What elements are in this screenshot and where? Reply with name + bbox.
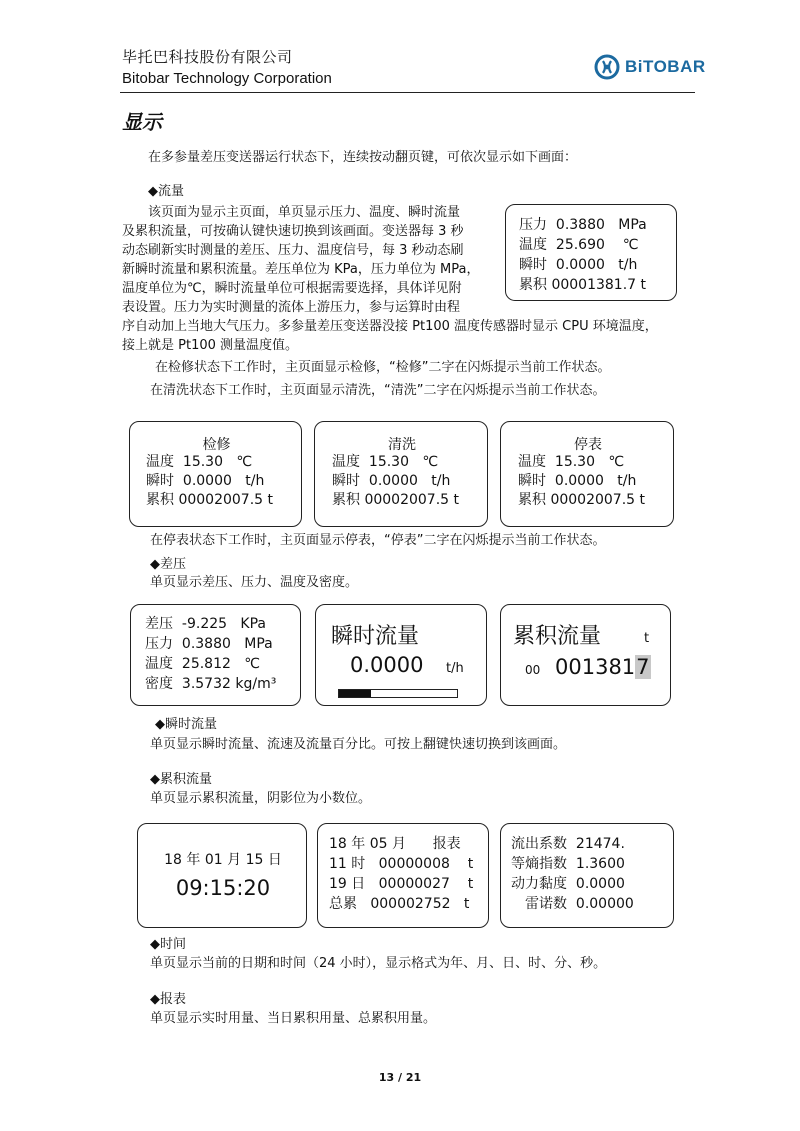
lcd-row: 瞬时 0.0000 t/h <box>518 473 637 489</box>
header-divider <box>120 92 695 93</box>
lcd-instant-flow-screen <box>315 604 487 706</box>
section-title: 显示 <box>122 110 162 134</box>
page-number: 13 / 21 <box>378 1071 422 1084</box>
cum-value: 0013817 <box>555 655 650 679</box>
lcd-row: 温度 15.30 ℃ <box>146 454 253 470</box>
report-heading: ◆报表 <box>150 992 186 1007</box>
inst-value: 0.0000 <box>350 653 424 677</box>
cumulative-desc: 单页显示累积流量，阴影位为小数位。 <box>150 791 372 806</box>
flow-line-5: 表设置。压力为实时测量的流体上游压力，参与运算时由程 <box>122 300 461 315</box>
lcd-main-screen <box>505 204 677 301</box>
lcd-row: 瞬时 0.0000 t/h <box>332 473 451 489</box>
lcd-row: 累积 00002007.5 t <box>146 492 274 508</box>
report-header: 18 年 05 月 报表 <box>329 836 461 852</box>
cum-title: 累积流量 <box>513 624 602 649</box>
logo-icon <box>594 54 620 80</box>
lcd-params-screen <box>500 823 674 928</box>
lcd-row: 温度 15.30 ℃ <box>518 454 625 470</box>
status-label: 检修 <box>202 437 231 453</box>
lcd-row: 流出系数 21474. <box>511 836 625 852</box>
flow-line-3: 新瞬时流量和累积流量。差压单位为 KPa，压力单位为 MPa， <box>122 262 480 277</box>
lcd-row: 差压 -9.225 KPa <box>145 616 266 632</box>
company-name-cn: 毕托巴科技股份有限公司 <box>122 48 293 66</box>
lcd-row: 累积 00001381.7 t <box>519 277 647 293</box>
lcd-cumulative-flow-screen <box>500 604 671 706</box>
status-label: 停表 <box>574 437 602 453</box>
company-name-en: Bitobar Technology Corporation <box>122 70 332 87</box>
lcd-row: 累积 00002007.5 t <box>332 492 460 508</box>
lcd-time-screen <box>137 823 307 928</box>
lcd-row: 等熵指数 1.3600 <box>511 856 625 872</box>
flow-line-4: 温度单位为℃，瞬时流量单位可根据需要选择，具体详见附 <box>122 281 462 296</box>
cum-unit: t <box>644 631 650 646</box>
flow-line-7: 接上就是 Pt100 测量温度值。 <box>122 338 299 353</box>
lcd-row: 瞬时 0.0000 t/h <box>519 257 638 273</box>
lcd-row: 温度 25.690 ℃ <box>519 237 639 253</box>
flow-heading: ◆流量 <box>148 184 184 199</box>
lcd-row: 压力 0.3880 MPa <box>519 217 647 233</box>
time-clock: 09:15:20 <box>175 876 271 900</box>
lcd-dp-screen <box>130 604 301 706</box>
lcd-row: 11 时 00000008 t <box>329 856 474 872</box>
logo-text: BiTOBAR <box>625 57 706 76</box>
instant-desc: 单页显示瞬时流量、流速及流量百分比。可按上翻键快速切换到该画面。 <box>150 737 567 752</box>
lcd-row: 雷诺数 0.00000 <box>525 896 634 912</box>
instant-heading: ◆瞬时流量 <box>155 717 217 732</box>
lcd-stop-screen <box>500 421 674 527</box>
flow-line-6: 序自动加上当地大气压力。多参量差压变送器没接 Pt100 温度传感器时显示 CPU 环境温度， <box>122 319 658 334</box>
inst-title: 瞬时流量 <box>331 624 420 649</box>
dp-heading: ◆差压 <box>150 557 186 572</box>
lcd-cleaning-screen <box>314 421 488 527</box>
lcd-row: 动力黏度 0.0000 <box>511 876 625 892</box>
stop-note: 在停表状态下工作时，主页面显示停表，“停表”二字在闪烁提示当前工作状态。 <box>150 533 606 548</box>
time-heading: ◆时间 <box>150 937 186 952</box>
cum-decimal-digit: 7 <box>636 655 650 679</box>
lcd-report-screen <box>317 823 489 928</box>
flow-percent-fill <box>339 690 371 697</box>
company-logo <box>594 54 706 80</box>
flow-line-1: 及累积流量，可按确认键快速切换到该画面。变送器每 3 秒 <box>122 224 464 239</box>
intro-text: 在多参量差压变送器运行状态下，连续按动翻页键，可依次显示如下画面： <box>148 150 578 165</box>
flow-percent-bar <box>338 689 458 698</box>
cleaning-note: 在清洗状态下工作时，主页面显示清洗，“清洗”二字在闪烁提示当前工作状态。 <box>150 383 606 398</box>
lcd-row: 瞬时 0.0000 t/h <box>146 473 265 489</box>
time-date: 18 年 01 月 15 日 <box>164 852 282 868</box>
lcd-row: 累积 00002007.5 t <box>518 492 646 508</box>
lcd-row: 总累 000002752 t <box>329 896 470 912</box>
flow-line-0: 该页面为显示主页面，单页显示压力、温度、瞬时流量 <box>148 205 461 220</box>
cum-prefix: 00 <box>525 663 541 677</box>
report-desc: 单页显示实时用量、当日累积用量、总累积用量。 <box>150 1011 437 1026</box>
lcd-row: 19 日 00000027 t <box>329 876 474 892</box>
status-label: 清洗 <box>388 437 416 453</box>
maintenance-note: 在检修状态下工作时，主页面显示检修，“检修”二字在闪烁提示当前工作状态。 <box>155 360 611 375</box>
time-desc: 单页显示当前的日期和时间（24 小时），显示格式为年、月、日、时、分、秒。 <box>150 956 607 971</box>
dp-desc: 单页显示差压、压力、温度及密度。 <box>150 575 359 590</box>
inst-unit: t/h <box>446 661 464 676</box>
lcd-row: 压力 0.3880 MPa <box>145 636 273 652</box>
lcd-row: 密度 3.5732 kg/m³ <box>145 676 277 692</box>
lcd-row: 温度 25.812 ℃ <box>145 656 260 672</box>
flow-line-2: 动态刷新实时测量的差压、压力、温度信号，每 3 秒动态刷 <box>122 243 464 258</box>
cumulative-heading: ◆累积流量 <box>150 772 212 787</box>
lcd-maintenance-screen <box>129 421 302 527</box>
lcd-row: 温度 15.30 ℃ <box>332 454 439 470</box>
